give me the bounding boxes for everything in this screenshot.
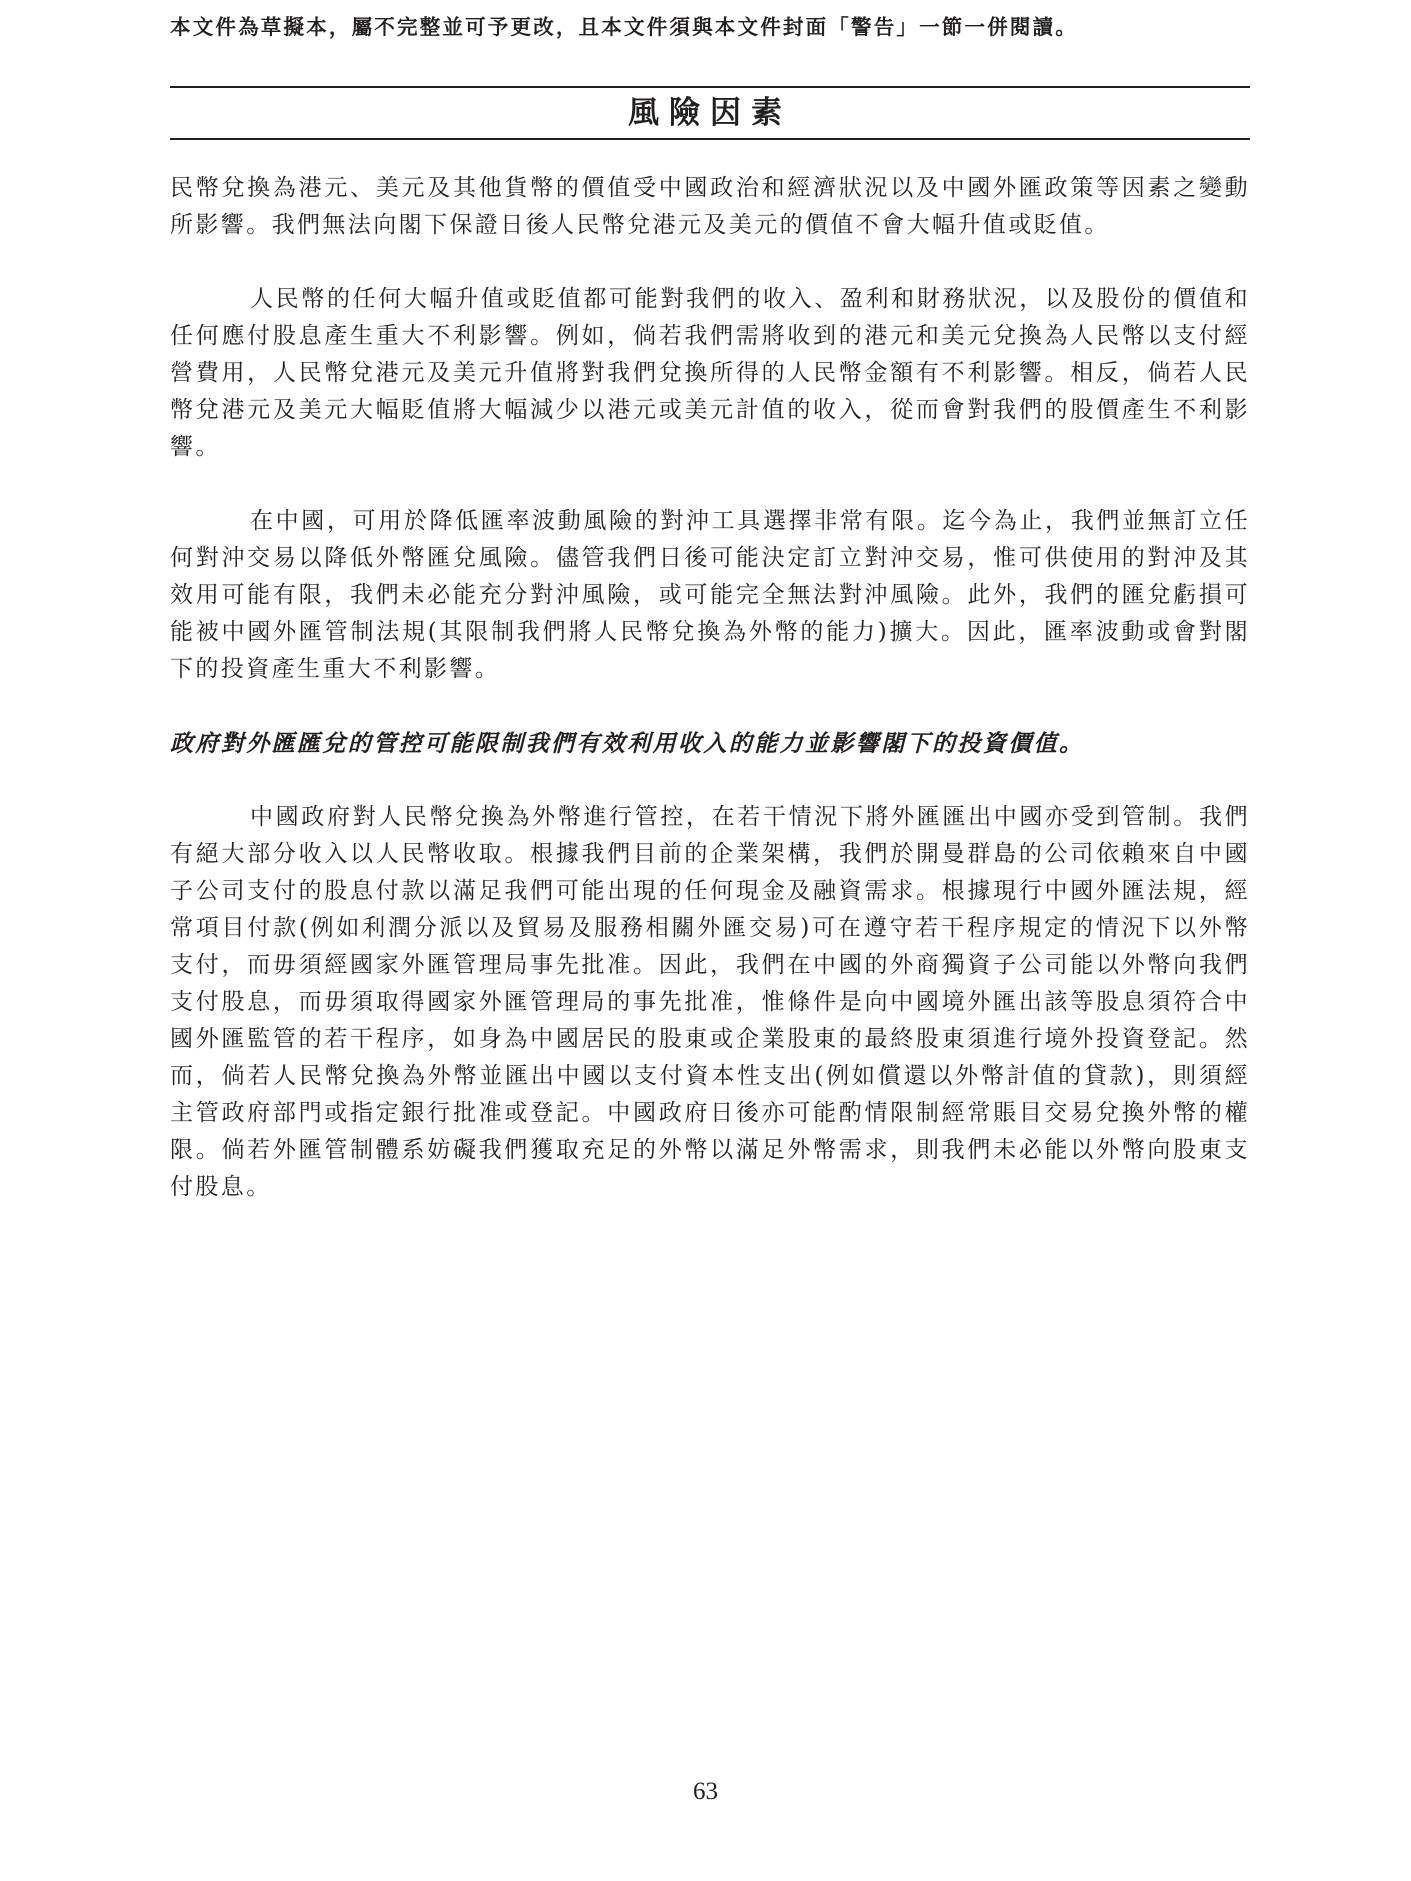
paragraph-spacer [170, 688, 1250, 725]
document-body [170, 170, 1250, 1206]
paragraph-spacer [170, 466, 1250, 503]
paragraph-rmb-fluctuation: 人民幣的任何大幅升值或貶值都可能對我們的收入、盈利和財務狀況，以及股份的價值和任何應付股息產生重大不利影響。例如，倘若我們需將收到的港元和美元兌換為人民幣以支付經營費用，人民幣兌港元及美元升值將對我們兌換所得的人民幣金額有不利影響。相反，倘若人民幣兌港元及美元大幅貶值將大幅減少以港元或美元計值的收入，從而會對我們的股價產生不利影響。 [170, 286, 1250, 460]
paragraph-spacer [170, 244, 1250, 281]
page-number: 63 [693, 1778, 718, 1805]
title-bottom-rule [170, 138, 1250, 140]
section-title: 風險因素 [628, 95, 792, 131]
paragraph-fx-control: 中國政府對人民幣兌換為外幣進行管控，在若干情況下將外匯匯出中國亦受到管制。我們有絕大部分收入以人民幣收取。根據我們目前的企業架構，我們於開曼群島的公司依賴來自中國子公司支付的股息付款以滿足我們可能出現的任何現金及融資需求。根據現行中國外匯法規，經常項目付款(例如利潤分派以及貿易及服務相關外匯交易)可在遵守若干程序規定的情況下以外幣支付，而毋須經國家外匯管理局事先批准。因此，我們在中國的外商獨資子公司能以外幣向我們支付股息，而毋須取得國家外匯管理局的事先批准，惟條件是向中國境外匯出該等股息須符合中國外匯監管的若干程序，如身為中國居民的股東或企業股東的最終股東須進行境外投資登記。然而，倘若人民幣兌換為外幣並匯出中國以支付資本性支出(例如償還以外幣計值的貸款)，則須經主管政府部門或指定銀行批准或登記。中國政府日後亦可能酌情限制經常賬目交易兌換外幣的權限。倘若外匯管制體系妨礙我們獲取充足的外幣以滿足外幣需求，則我們未必能以外幣向股東支付股息。 [170, 804, 1250, 1200]
risk-factor-heading: 政府對外匯匯兌的管控可能限制我們有效利用收入的能力並影響閣下的投資價值。 [170, 730, 1085, 757]
paragraph-currency-value: 民幣兌換為港元、美元及其他貨幣的價值受中國政治和經濟狀況以及中國外匯政策等因素之變動所影響。我們無法向閣下保證日後人民幣兌港元及美元的價值不會大幅升值或貶值。 [170, 175, 1250, 238]
paragraph-spacer [170, 762, 1250, 799]
draft-warning-notice: 本文件為草擬本，屬不完整並可予更改，且本文件須與本文件封面「警告」一節一併閱讀。 [170, 15, 1078, 39]
title-top-rule [170, 86, 1250, 88]
paragraph-hedging: 在中國，可用於降低匯率波動風險的對沖工具選擇非常有限。迄今為止，我們並無訂立任何對沖交易以降低外幣匯兌風險。儘管我們日後可能決定訂立對沖交易，惟可供使用的對沖及其效用可能有限，我們未必能充分對沖風險，或可能完全無法對沖風險。此外，我們的匯兌虧損可能被中國外匯管制法規(其限制我們將人民幣兌換為外幣的能力)擴大。因此，匯率波動或會對閣下的投資產生重大不利影響。 [170, 508, 1250, 682]
